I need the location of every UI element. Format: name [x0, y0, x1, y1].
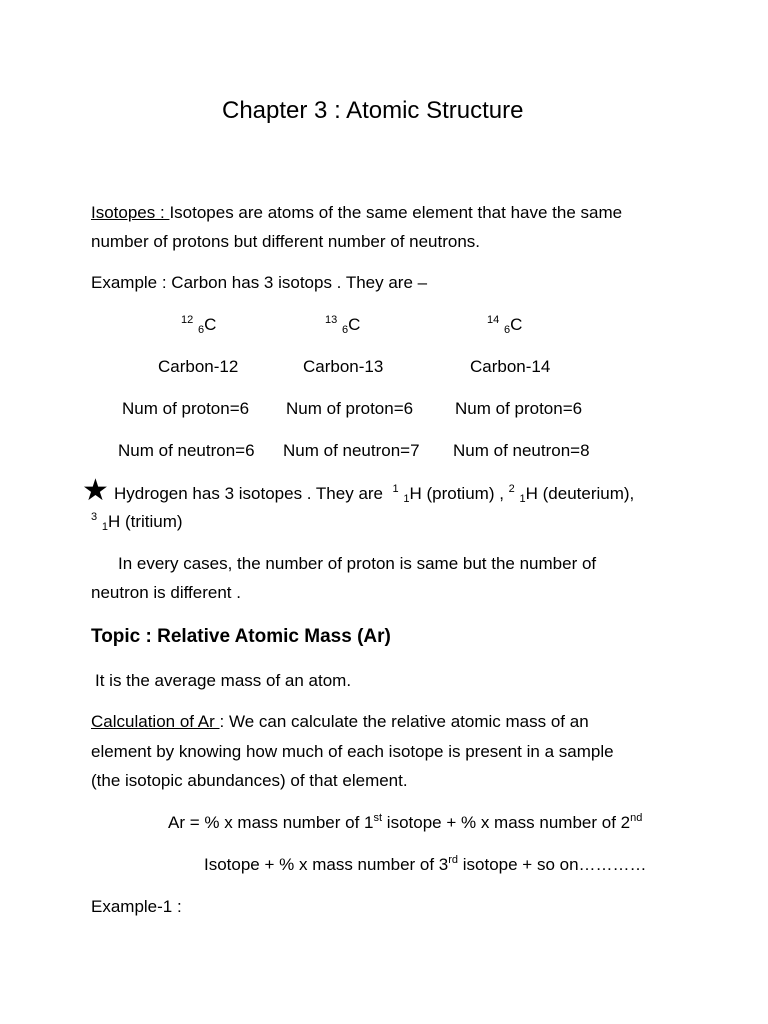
- star-icon: ★: [82, 474, 109, 507]
- carbon-example-intro: Example : Carbon has 3 isotops . They are –: [91, 273, 428, 292]
- hydrogen-isotopes-line2: [91, 511, 183, 533]
- element-symbol: C: [348, 315, 361, 334]
- hydrogen-intro: Hydrogen has 3 isotopes . They are: [114, 484, 388, 503]
- formula-text: Isotope + % x mass number of 3: [204, 855, 449, 874]
- atomic-number: 6: [197, 324, 205, 336]
- formula-text: isotope + so on…………: [458, 855, 647, 874]
- formula-line2: [204, 856, 647, 873]
- atomic-number: 6: [503, 324, 511, 336]
- carbon-14-neutrons: Num of neutron=8: [453, 441, 590, 460]
- mass-number: 14: [487, 314, 500, 326]
- formula-text: isotope + % x mass number of 2: [382, 813, 631, 832]
- carbon-13-neutrons: Num of neutron=7: [283, 441, 420, 460]
- isotopes-summary-line2: neutron is different .: [91, 583, 241, 602]
- carbon-13-notation: [325, 314, 361, 336]
- topic-heading: Topic : Relative Atomic Mass (Ar): [91, 626, 391, 647]
- atomic-number: 1: [519, 493, 526, 505]
- carbon-12-notation: [181, 314, 217, 336]
- calculation-text: : We can calculate the relative atomic mass of an: [219, 712, 589, 731]
- carbon-13-name: Carbon-13: [303, 357, 384, 376]
- carbon-12-name: Carbon-12: [158, 357, 239, 376]
- calculation-line1: [91, 713, 589, 730]
- mass-number: 13: [325, 314, 338, 326]
- mass-number: 3: [91, 511, 98, 523]
- element-symbol: C: [510, 315, 523, 334]
- atomic-number: 6: [341, 324, 349, 336]
- carbon-14-notation: [487, 314, 523, 336]
- ordinal-suffix: nd: [630, 812, 643, 824]
- carbon-13-protons: Num of proton=6: [286, 399, 414, 418]
- isotopes-definition-text: Isotopes are atoms of the same element that have the same: [169, 203, 623, 222]
- isotopes-heading: Isotopes :: [91, 203, 170, 222]
- element-symbol: C: [204, 315, 217, 334]
- carbon-14-protons: Num of proton=6: [455, 399, 583, 418]
- deuterium-label: H (deuterium),: [525, 484, 635, 503]
- protium-label: H (protium) ,: [409, 484, 509, 503]
- ordinal-suffix: st: [373, 812, 383, 824]
- isotopes-summary-line1: In every cases, the number of proton is same but the number of: [118, 554, 597, 573]
- tritium-label: H (tritium): [107, 512, 183, 531]
- formula-text: Ar = % x mass number of 1: [168, 813, 374, 832]
- calculation-line2: element by knowing how much of each isotope is present in a sample: [91, 742, 614, 761]
- carbon-12-neutrons: Num of neutron=6: [118, 441, 255, 460]
- example-1-label: Example-1 :: [91, 897, 182, 916]
- hydrogen-isotopes-line1: [114, 483, 635, 505]
- isotopes-definition: [91, 204, 622, 221]
- calculation-heading: Calculation of Ar: [91, 712, 220, 731]
- mass-number: 1: [392, 483, 399, 495]
- atomic-number: 1: [101, 521, 108, 533]
- carbon-12-protons: Num of proton=6: [122, 399, 250, 418]
- atomic-number: 1: [403, 493, 410, 505]
- relative-atomic-mass-definition: It is the average mass of an atom.: [95, 671, 352, 690]
- page-title: Chapter 3 : Atomic Structure: [222, 97, 524, 124]
- carbon-14-name: Carbon-14: [470, 357, 551, 376]
- ordinal-suffix: rd: [448, 854, 459, 866]
- calculation-line3: (the isotopic abundances) of that element.: [91, 771, 408, 790]
- formula-line1: [168, 814, 642, 831]
- mass-number: 12: [181, 314, 194, 326]
- mass-number: 2: [508, 483, 515, 495]
- isotopes-definition-line2: number of protons but different number of neutrons.: [91, 232, 481, 251]
